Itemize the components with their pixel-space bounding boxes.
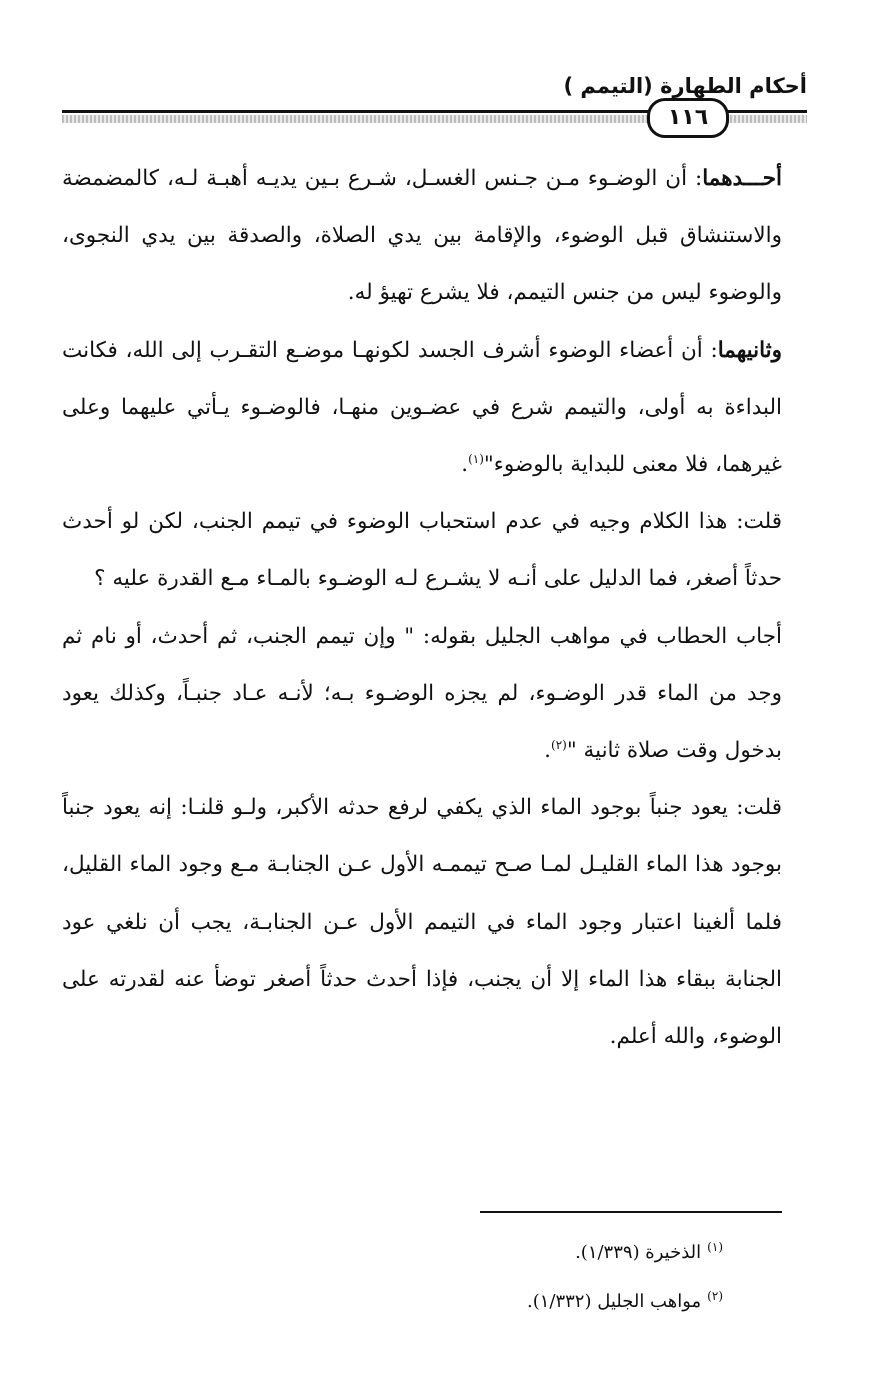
paragraph-1-lead: أحـــدهما bbox=[702, 166, 782, 191]
footnote-2 bbox=[303, 1277, 723, 1326]
paragraph-3 bbox=[62, 493, 782, 607]
footnote-ref-2[interactable]: (٢) bbox=[551, 737, 567, 752]
paragraph-2 bbox=[62, 322, 782, 494]
paragraph-4-text: أجاب الحطاب في مواهب الجليل بقوله: " وإن تيمم الجنب، ثم أحدث، أو نام ثم وجد من الماء قدر الوضـوء، لم يجزه الوضـوء بـه؛ لأنـه عـاد جنبـاً، وكذلك يعود بدخول وقت صلاة ثانية " bbox=[62, 623, 782, 764]
footnote-separator bbox=[480, 1211, 782, 1213]
footnote-1 bbox=[303, 1228, 723, 1277]
page-number-badge: ١١٦ bbox=[647, 98, 729, 138]
footnote-1-marker: (١) bbox=[707, 1240, 723, 1254]
page-header bbox=[62, 70, 807, 130]
paragraph-5 bbox=[62, 779, 782, 1065]
paragraph-5-text: قلت: يعود جنباً بوجود الماء الذي يكفي لرفع حدثه الأكبر، ولـو قلنـا: إنه يعود جنباً بوجود هذا الماء القليـل لمـا صـح تيممـه الأول عـن الجنابـة مـع وجود الماء القليل، فلما ألغينا اعتبار وجود الماء في التيمم الأول عـن الجنابـة، يجب أن نلغي عود الجنابة ببقاء هذا الماء إلا أن يجنب، فإذا أحدث حدثاً أصغر توضأ عنه لقدرته على الوضوء، والله أعلم. bbox=[62, 795, 782, 1050]
main-text bbox=[62, 150, 782, 1065]
paragraph-4 bbox=[62, 608, 782, 780]
footnote-2-marker: (٢) bbox=[707, 1289, 723, 1303]
footnote-2-text: مواهب الجليل (١/٣٣٢). bbox=[526, 1291, 702, 1312]
paragraph-1-text: : أن الوضـوء مـن جـنس الغسـل، شـرع بـين يديـه أهبـة لـه، كالمضمضة والاستنشاق قبل الوضوء، والإقامة بين يدي الصلاة، والصدقة بين يدي النجوى، والوضوء ليس من جنس التيمم، فلا يشرع تهيؤ له. bbox=[62, 166, 782, 306]
footnote-1-text: الذخيرة (١/٣٣٩). bbox=[575, 1242, 702, 1263]
running-title: أحكام الطهارة (التيمم ) bbox=[563, 74, 807, 98]
paragraph-2-lead: وثانيهما bbox=[717, 337, 782, 363]
paragraph-1 bbox=[62, 150, 782, 322]
paragraph-2-text: : أن أعضاء الوضوء أشرف الجسد لكونهـا موضـع التقـرب إلى الله، فكانت البداءة به أولى، والتيمم شرع في عضـوين منهـا، فالوضـوء يـأتي عليهما وعلى غيرهما، فلا معنى للبداية بالوضوء" bbox=[62, 337, 782, 478]
footnote-ref-1[interactable]: (١) bbox=[468, 451, 484, 466]
footnotes bbox=[303, 1228, 723, 1326]
paragraph-4-end: . bbox=[544, 738, 551, 764]
paragraph-3-text: قلت: هذا الكلام وجيه في عدم استحباب الوضوء في تيمم الجنب، لكن لو أحدث حدثاً أصغر، فما الدليل على أنـه لا يشـرع لـه الوضـوء بالمـاء مـع القدرة عليه ؟ bbox=[62, 509, 782, 592]
paragraph-2-end: . bbox=[461, 452, 469, 478]
